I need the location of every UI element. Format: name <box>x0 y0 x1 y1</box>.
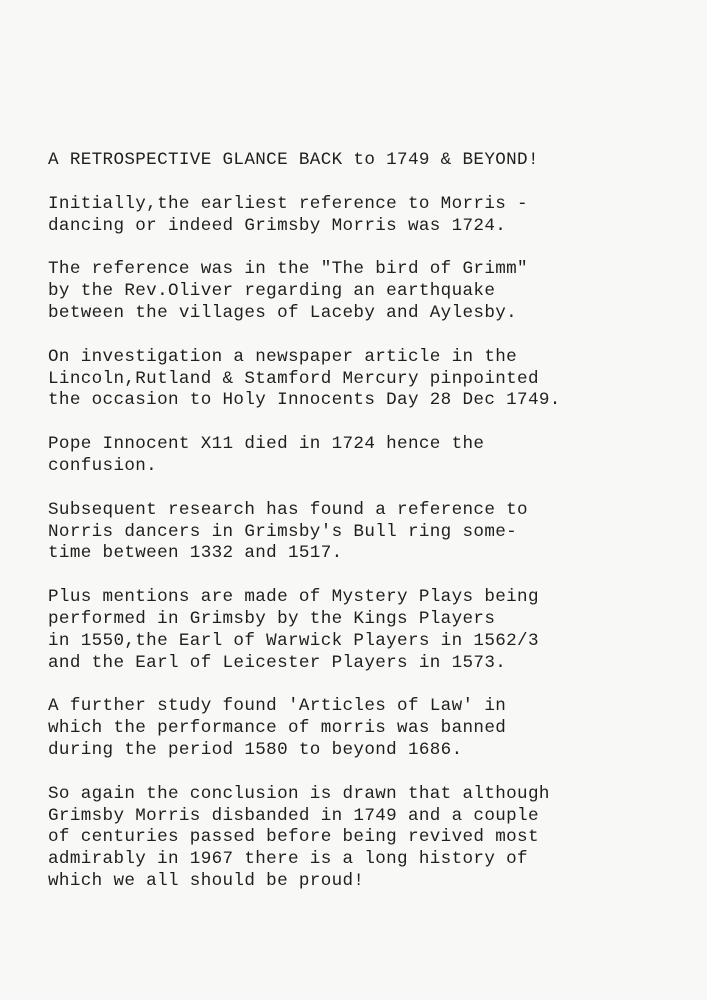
paragraph-line: during the period 1580 to beyond 1686. <box>48 739 463 760</box>
paragraph-line: time between 1332 and 1517. <box>48 543 343 564</box>
paragraph-line: Subsequent research has found a reference to <box>48 499 528 520</box>
paragraph-line: the occasion to Holy Innocents Day 28 Dec 1749. <box>48 390 561 411</box>
paragraph-8 <box>48 784 688 893</box>
paragraph-line: dancing or indeed Grimsby Morris was 1724. <box>48 215 507 236</box>
paragraph-1 <box>48 194 688 238</box>
paragraph-line: admirably in 1967 there is a long history of <box>48 849 528 870</box>
paragraph-7 <box>48 696 688 761</box>
paragraph-line: Lincoln,Rutland & Stamford Mercury pinpointed <box>48 368 539 389</box>
paragraph-line: which we all should be proud! <box>48 870 365 891</box>
paragraph-line: by the Rev.Oliver regarding an earthquake <box>48 281 496 302</box>
document-body <box>48 150 688 893</box>
paragraph-line: A further study found 'Articles of Law' in <box>48 696 507 717</box>
paragraph-line: of centuries passed before being revived most <box>48 827 539 848</box>
paragraph-line: Initially,the earliest reference to Morris - <box>48 193 528 214</box>
paragraph-line: and the Earl of Leicester Players in 1573. <box>48 652 507 673</box>
paragraph-3 <box>48 347 688 412</box>
paragraph-line: Grimsby Morris disbanded in 1749 and a couple <box>48 805 539 826</box>
document-title: A RETROSPECTIVE GLANCE BACK to 1749 & BEYOND! <box>48 150 539 170</box>
paragraph-line: Plus mentions are made of Mystery Plays being <box>48 587 539 608</box>
paragraph-line: performed in Grimsby by the Kings Players <box>48 608 496 629</box>
paragraph-2 <box>48 259 688 324</box>
paragraph-line: Pope Innocent X11 died in 1724 hence the <box>48 434 485 455</box>
paragraph-line: in 1550,the Earl of Warwick Players in 1562/3 <box>48 630 539 651</box>
paragraph-6 <box>48 587 688 674</box>
paragraph-line: confusion. <box>48 455 158 476</box>
paragraph-line: So again the conclusion is drawn that although <box>48 783 550 804</box>
paragraph-4 <box>48 434 688 478</box>
paragraph-line: The reference was in the "The bird of Grimm" <box>48 259 528 280</box>
paragraph-line: between the villages of Laceby and Aylesby. <box>48 302 518 323</box>
paragraph-line: Norris dancers in Grimsby's Bull ring some- <box>48 521 518 542</box>
paragraph-line: On investigation a newspaper article in the <box>48 346 518 367</box>
paragraph-5 <box>48 500 688 565</box>
paragraph-line: which the performance of morris was banned <box>48 718 507 739</box>
